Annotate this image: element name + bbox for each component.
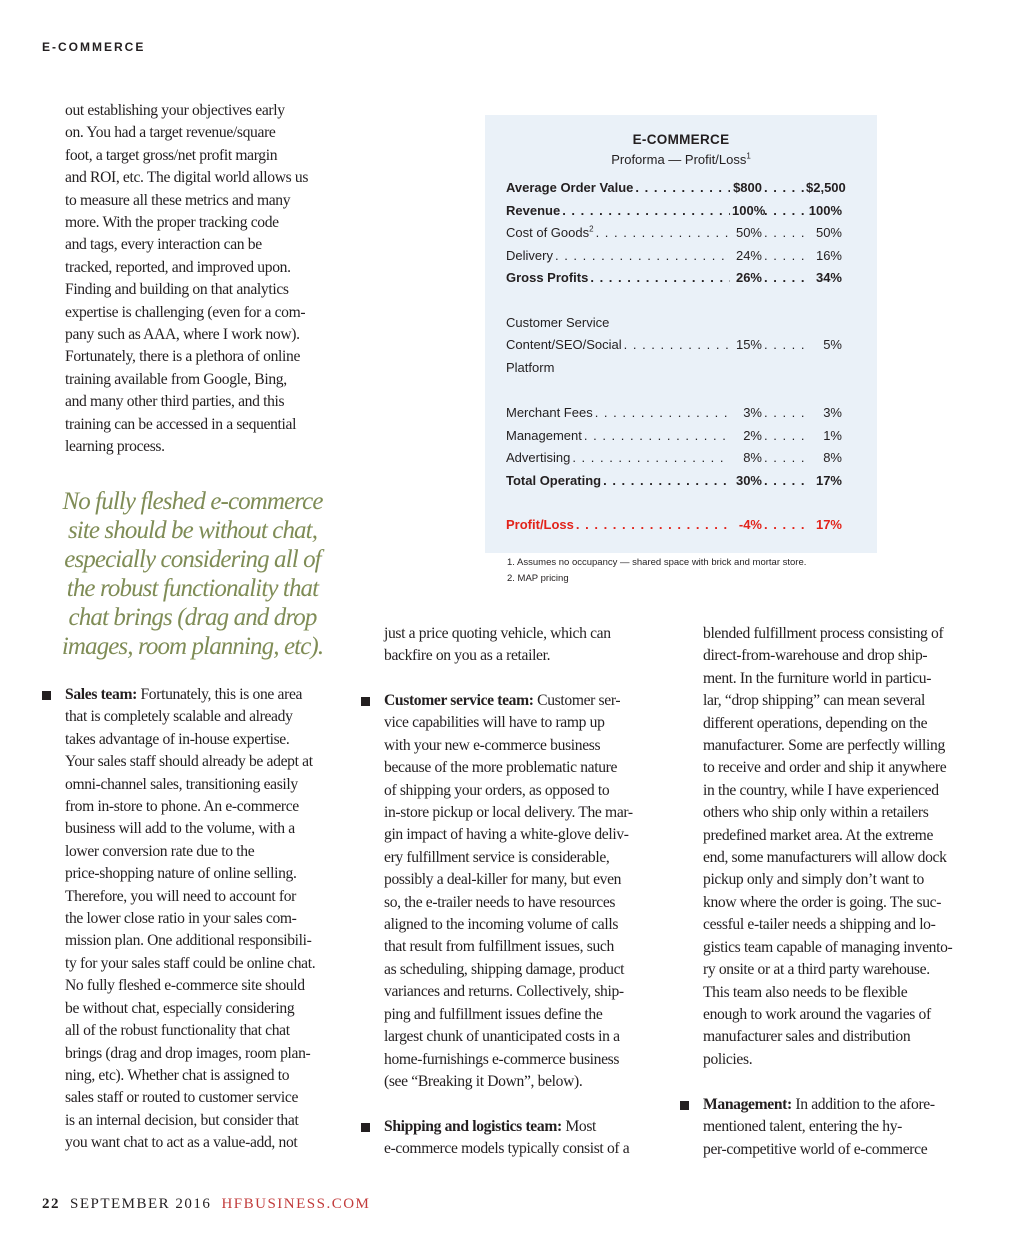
column-1-intro — [65, 100, 345, 459]
table-row: Average Order Value . . . $800 . . . $2,500 — [506, 178, 842, 198]
text-line: possibly a deal-killer for many, but even — [384, 871, 622, 889]
text-line: manufacturer sales and distribution — [703, 1028, 911, 1046]
text-line: end, some manufacturers will allow dock — [703, 849, 947, 867]
page-number: 22 — [42, 1196, 60, 1212]
table-row: Gross Profits . . . 26% . . . 34% — [506, 268, 842, 288]
text-line: and many other third parties, and this — [65, 393, 285, 411]
text-line: gistics team capable of managing invento- — [703, 938, 953, 956]
text-line: mission plan. One additional responsibili- — [65, 932, 312, 950]
text-line: ery fulfillment service is considerable, — [384, 848, 610, 866]
text-line: is an internal decision, but consider that — [65, 1111, 299, 1129]
text-line: ment. In the furniture world in particu- — [703, 669, 932, 687]
pull-quote-line: the robust functionality that — [66, 575, 319, 602]
text-line: direct-from-warehouse and drop ship- — [703, 647, 928, 665]
profit-loss-table — [485, 115, 877, 553]
text-line: price-shopping nature of online selling. — [65, 865, 297, 883]
text-line: e-commerce models typically consist of a — [384, 1140, 630, 1158]
text-line: to receive and order and ship it anywhere — [703, 759, 947, 777]
text-line: that result from fulfillment issues, such — [384, 938, 614, 956]
footnote-2: 2. MAP pricing — [507, 573, 569, 584]
text-line: business will add to the volume, with a — [65, 820, 295, 838]
table-row: Revenue . . . 100% . . . 100% — [506, 201, 842, 221]
footnote-1: 1. Assumes no occupancy — shared space with brick and mortar store. — [507, 557, 807, 568]
table-row-content: Content/SEO/Social . . . 15% . . . 5% — [506, 335, 842, 355]
text-line: ping and fulfillment issues define the — [384, 1005, 603, 1023]
section-label: E-COMMERCE — [42, 40, 146, 54]
text-line: No fully fleshed e-commerce site should — [65, 977, 305, 995]
text-line: more. With the proper tracking code — [65, 214, 279, 232]
text-line: expertise is challenging (even for a com- — [65, 303, 306, 321]
issue-date: SEPTEMBER 2016 — [70, 1196, 212, 1212]
table-row: Delivery . . . 24% . . . 16% — [506, 246, 842, 266]
text-line: know where the order is going. The suc- — [703, 893, 942, 911]
text-line: training available from Google, Bing, — [65, 370, 287, 388]
text-line: enough to work around the vagaries of — [703, 1005, 931, 1023]
text-line: Therefore, you will need to account for — [65, 887, 296, 905]
text-line: aligned to the incoming volume of calls — [384, 916, 619, 934]
text-line: so, the e-trailer needs to have resources — [384, 893, 616, 911]
text-line: from in-store to phone. An e-commerce — [65, 798, 299, 816]
text-line: gin impact of having a white-glove deliv- — [384, 826, 629, 844]
sales-team-first-line: Fortunately, this is one area — [136, 686, 303, 703]
table-row: Total Operating . . . 30% . . . 17% — [506, 471, 842, 491]
text-line: foot, a target gross/net profit margin — [65, 146, 278, 164]
platform-label: Platform — [506, 360, 555, 375]
text-line: lower conversion rate due to the — [65, 842, 255, 860]
text-line: ty for your sales staff could be online chat. — [65, 954, 316, 972]
text-line: to measure all these metrics and many — [65, 191, 291, 209]
text-line: variances and returns. Collectively, ship- — [384, 983, 624, 1001]
text-line: with your new e-commerce business — [384, 736, 601, 754]
text-line: lar, “drop shipping” can mean several — [703, 692, 925, 710]
text-line: brings (drag and drop images, room plan- — [65, 1044, 311, 1062]
management-first-line: In addition to the afore- — [791, 1096, 935, 1113]
bullet-icon — [361, 1123, 370, 1132]
pull-quote-line: site should be without chat, — [67, 517, 318, 544]
text-line: just a price quoting vehicle, which can — [384, 625, 611, 642]
sales-team-lead: Sales team: — [65, 686, 137, 703]
bullet-icon — [680, 1101, 689, 1110]
column-2-intro — [384, 623, 611, 668]
text-line: pickup only and simply don’t want to — [703, 871, 925, 889]
text-line: Finding and building on that analytics — [65, 281, 289, 299]
text-line: that is completely scalable and already — [65, 708, 293, 726]
pull-quote-line: No fully fleshed e-commerce — [62, 488, 323, 515]
text-line: per-competitive world of e-commerce — [703, 1140, 928, 1158]
text-line: takes advantage of in-house expertise. — [65, 730, 290, 748]
text-line: you want chat to act as a value-add, not — [65, 1134, 298, 1152]
text-line: mentioned talent, entering the hy- — [703, 1118, 902, 1136]
text-line: of shipping your orders, as opposed to — [384, 781, 610, 799]
text-line: This team also needs to be flexible — [703, 983, 908, 1001]
text-line: ning, etc). Whether chat is assigned to — [65, 1066, 290, 1084]
text-line: different operations, depending on the — [703, 714, 928, 732]
text-line: manufacturer. Some are perfectly willing — [703, 737, 945, 755]
pull-quote-line: images, room planning, etc). — [61, 633, 324, 660]
text-line: on. You had a target revenue/square — [65, 124, 276, 142]
table-row: Merchant Fees . . . 3% . . . 3% — [506, 403, 842, 423]
text-line: cessful e-tailer needs a shipping and lo- — [703, 916, 936, 934]
text-line: vice capabilities will have to ramp up — [384, 714, 605, 732]
text-line: all of the robust functionality that chat — [65, 1022, 290, 1040]
text-line: sales staff or routed to customer service — [65, 1089, 299, 1107]
text-line: the lower close ratio in your sales com- — [65, 910, 297, 928]
text-line: omni-channel sales, transitioning easily — [65, 775, 298, 793]
text-line: and ROI, etc. The digital world allows us — [65, 169, 309, 187]
text-line: out establishing your objectives early — [65, 102, 285, 119]
text-line: training can be accessed in a sequential — [65, 415, 297, 433]
customer-service-label: Customer Service — [506, 315, 610, 330]
table-subtitle: Proforma — Profit/Loss$^1$ — [611, 151, 751, 167]
text-line: and tags, every interaction can be — [65, 236, 262, 254]
text-line: largest chunk of unanticipated costs in a — [384, 1028, 620, 1046]
bullet-icon — [361, 697, 370, 706]
pull-quote — [40, 487, 345, 661]
text-line: policies. — [703, 1050, 753, 1068]
text-line: because of the more problematic nature — [384, 759, 618, 777]
customer-service-lead: Customer service team: — [384, 692, 534, 709]
text-line: be without chat, especially considering — [65, 999, 295, 1017]
column-3-intro — [703, 623, 952, 1071]
table-row: Management . . . 2% . . . 1% — [506, 426, 842, 446]
customer-service-first-line: Customer ser- — [533, 692, 621, 709]
shipping-lead: Shipping and logistics team: — [384, 1118, 562, 1135]
shipping-first-line: Most — [561, 1118, 597, 1135]
text-line: home-furnishings e-commerce business — [384, 1050, 620, 1068]
text-line: (see “Breaking it Down”, below). — [384, 1072, 583, 1090]
text-line: as scheduling, shipping damage, product — [384, 960, 625, 978]
pull-quote-line: especially considering all of — [64, 546, 321, 573]
text-line: predefined market area. At the extreme — [703, 826, 934, 844]
text-line: Fortunately, there is a plethora of online — [65, 348, 301, 366]
table-row-profit-loss: Profit/Loss . . . -4% . . . 17% — [506, 515, 842, 535]
management-lead: Management: — [703, 1096, 792, 1113]
text-line: tracked, reported, and improved upon. — [65, 258, 291, 276]
text-line: learning process. — [65, 438, 165, 456]
text-line: others who ship only within a retailers — [703, 804, 929, 822]
table-row: Cost of Goods$^2$ . . . 50% . . . 50% — [506, 223, 842, 243]
text-line: backfire on you as a retailer. — [384, 647, 551, 665]
bullet-icon — [42, 691, 51, 700]
text-line: pany such as AAA, where I work now). — [65, 326, 300, 344]
pull-quote-line: chat brings (drag and drop — [68, 604, 317, 631]
text-line: ry onsite or at a third party warehouse. — [703, 961, 930, 979]
table-row: Advertising . . . 8% . . . 8% — [506, 448, 842, 468]
text-line: in-store pickup or local delivery. The mar- — [384, 804, 633, 822]
text-line: blended fulfillment process consisting of — [703, 625, 944, 642]
site-link[interactable]: HFBUSINESS.COM — [221, 1196, 371, 1212]
page-footer — [42, 1196, 370, 1213]
table-title: E-COMMERCE — [632, 132, 730, 147]
text-line: Your sales staff should already be adept at — [65, 753, 313, 771]
text-line: in the country, while I have experienced — [703, 781, 939, 799]
